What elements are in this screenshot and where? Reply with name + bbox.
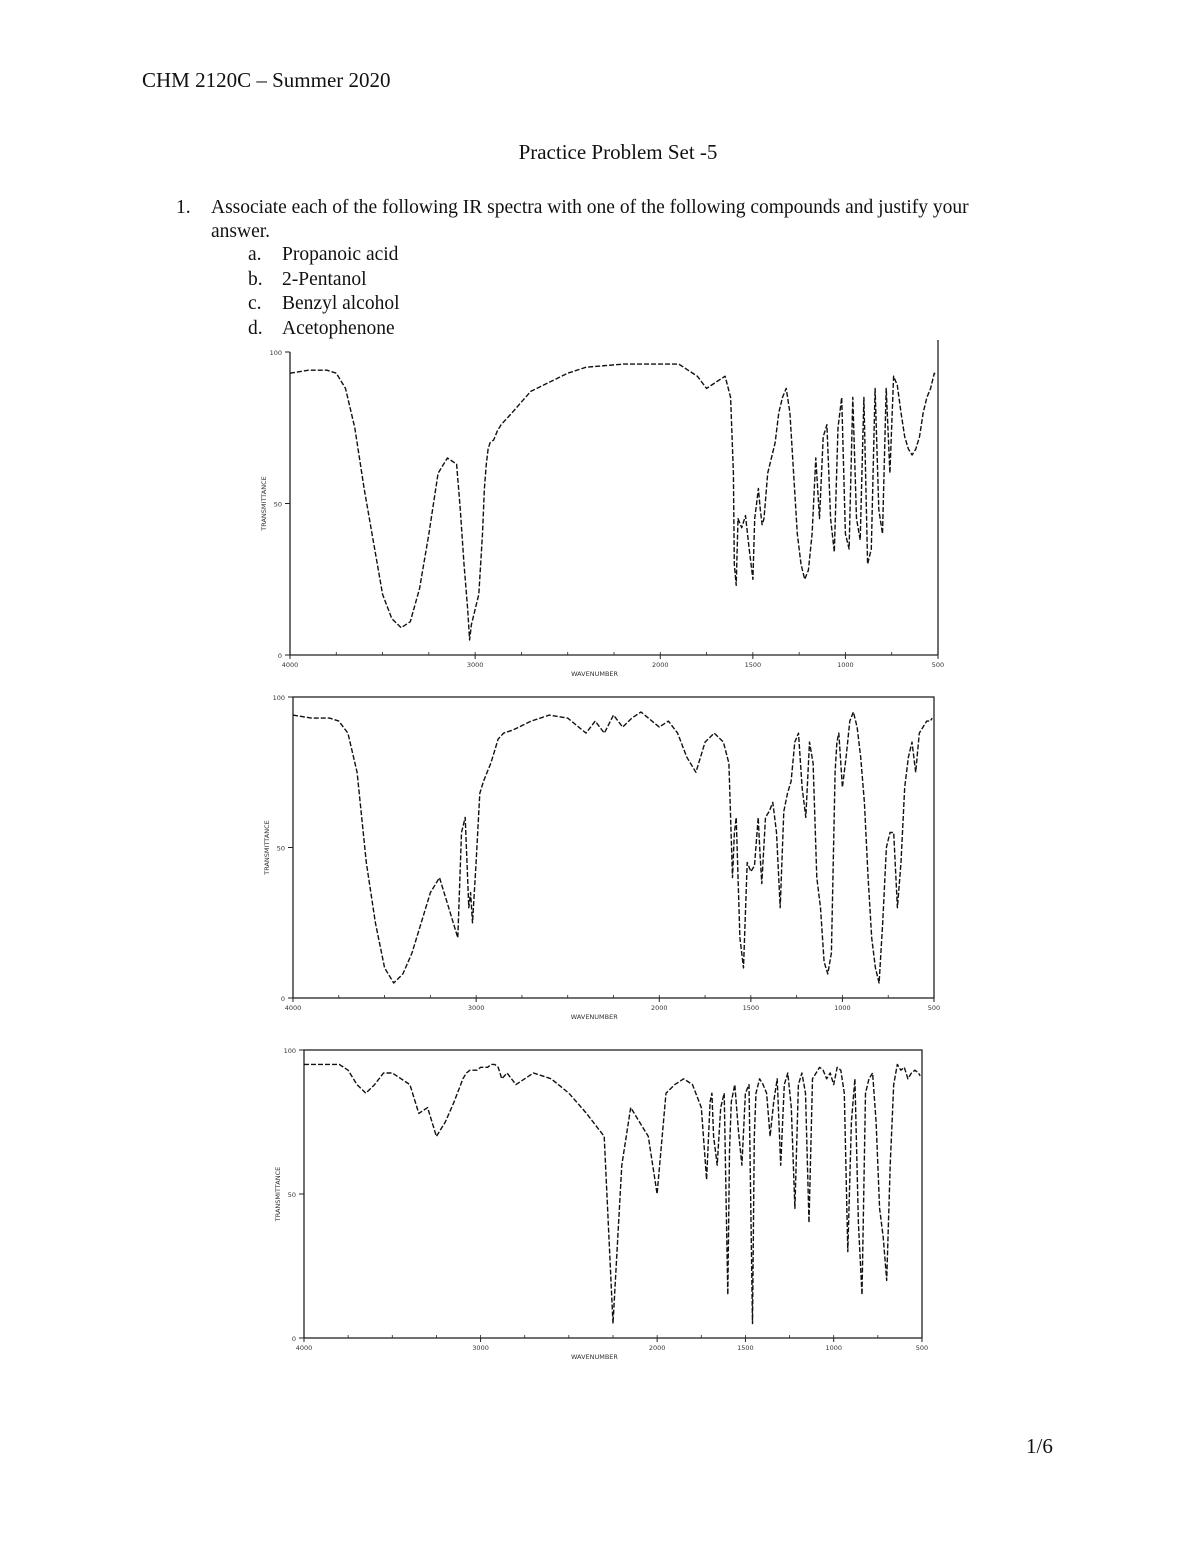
- option-letter: a.: [248, 244, 262, 265]
- x-tick-label: 2000: [652, 661, 669, 669]
- spectrum-trace: [293, 712, 932, 983]
- option-label: Propanoic acid: [282, 244, 399, 265]
- x-tick-label: 1000: [834, 1004, 851, 1012]
- x-tick-label: 500: [927, 1004, 941, 1012]
- option-letter: b.: [248, 268, 263, 290]
- x-tick-label: 1000: [825, 1344, 842, 1352]
- x-axis-label: WAVENUMBER: [570, 1013, 618, 1021]
- x-tick-label: 1500: [737, 1344, 754, 1352]
- option-letter: c.: [248, 293, 262, 314]
- plot-frame: [304, 1050, 922, 1338]
- y-tick-label: 0: [280, 995, 285, 1003]
- question-number: 1.: [176, 197, 191, 218]
- y-tick-label: 100: [283, 1047, 296, 1055]
- course-header: CHM 2120C – Summer 2020: [142, 68, 391, 92]
- x-tick-label: 4000: [284, 1004, 302, 1012]
- option-letter: d.: [248, 317, 263, 339]
- y-tick-label: 0: [291, 1335, 296, 1343]
- question-text: Associate each of the following IR spectra with one of the following compounds and justify your answer.: [211, 197, 969, 242]
- option-label: 2-Pentanol: [282, 268, 367, 290]
- y-tick-label: 50: [276, 844, 285, 853]
- spectrum-trace: [304, 1064, 920, 1323]
- x-tick-label: 3000: [466, 661, 484, 669]
- y-tick-label: 0: [277, 652, 282, 660]
- x-tick-label: 1000: [837, 661, 854, 669]
- x-tick-label: 4000: [281, 661, 299, 669]
- y-axis-label: TRANSMITTANCE: [263, 820, 271, 875]
- x-tick-label: 2000: [651, 1004, 668, 1012]
- option-label: Acetophenone: [282, 317, 395, 339]
- x-tick-label: 1500: [742, 1004, 760, 1012]
- x-tick-label: 3000: [467, 1004, 485, 1012]
- y-axis-label: TRANSMITTANCE: [260, 476, 268, 531]
- x-axis-label: WAVENUMBER: [570, 1353, 618, 1361]
- x-tick-label: 2000: [648, 1344, 666, 1352]
- y-tick-label: 100: [272, 694, 285, 702]
- y-tick-label: 50: [273, 500, 282, 509]
- x-tick-label: 500: [931, 661, 945, 669]
- x-tick-label: 1500: [744, 661, 762, 669]
- x-axis-label: WAVENUMBER: [571, 670, 619, 678]
- x-tick-label: 4000: [295, 1344, 313, 1352]
- y-tick-label: 100: [269, 349, 282, 357]
- x-tick-label: 500: [915, 1344, 929, 1352]
- x-tick-label: 3000: [472, 1344, 489, 1352]
- option-label: Benzyl alcohol: [282, 293, 400, 314]
- spectrum-trace: [290, 364, 936, 640]
- plot-frame: [293, 697, 934, 998]
- page-title: Practice Problem Set -5: [518, 140, 718, 164]
- y-tick-label: 50: [287, 1191, 296, 1199]
- y-axis-label: TRANSMITTANCE: [274, 1166, 282, 1222]
- page-number: 1/6: [1026, 1434, 1053, 1458]
